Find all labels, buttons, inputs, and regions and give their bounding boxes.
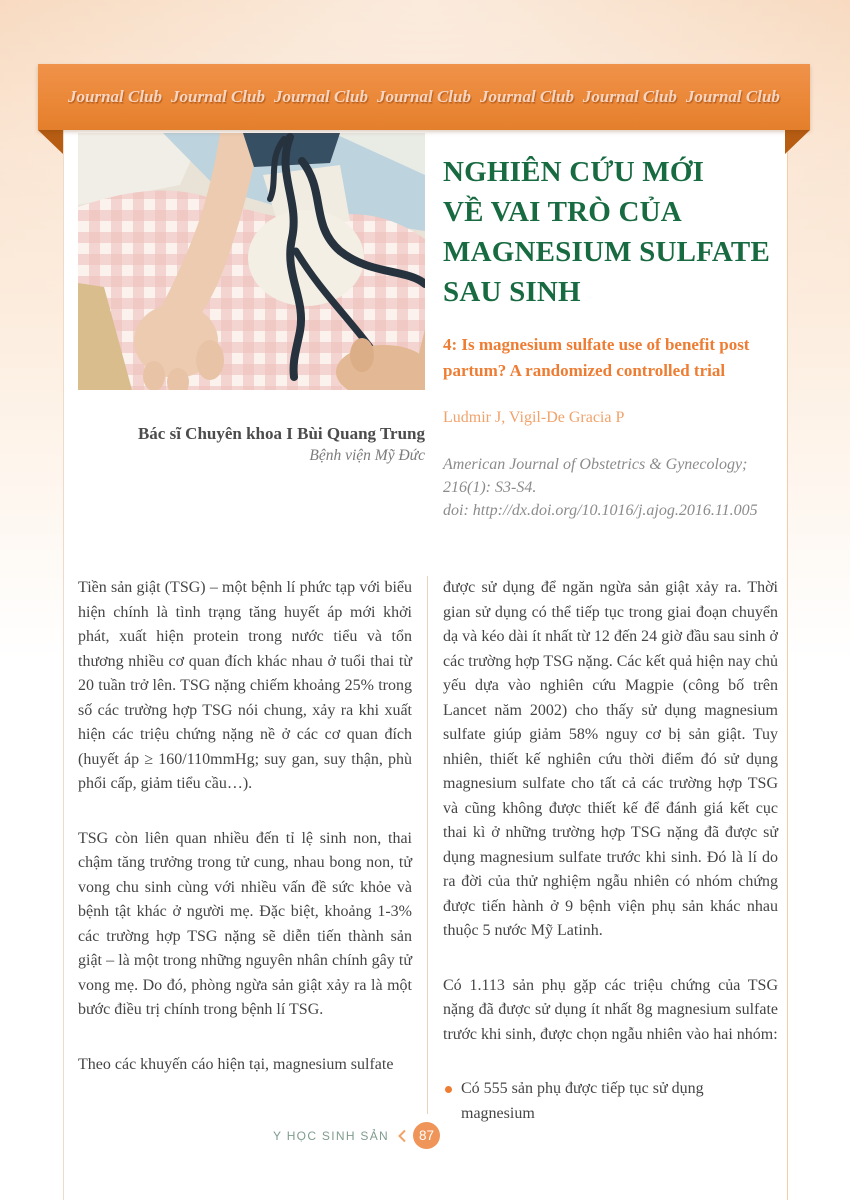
doi-reference: doi: http://dx.doi.org/10.1016/j.ajog.2016.11.005 (443, 502, 758, 520)
body-paragraph: TSG còn liên quan nhiều đến tỉ lệ sinh non, thai chậm tăng trưởng trong tử cung, nhau bong non, tử vong chu sinh cùng với nhiều vấn đề sức khỏe và bệnh tật khác ở người mẹ. Đặc biệt, khoảng 1-3% các trường hợp TSG nặng sẽ diễn tiến thành sản giật – là một trong những nguyên nhân chính gây tử vong mẹ. Do đó, phòng ngừa sản giật xảy ra là một bước điều trị chính trong bệnh lí TSG. (78, 829, 412, 1018)
ribbon-label: Journal Club (273, 87, 368, 106)
article-title-line: NGHIÊN CỨU MỚI (443, 156, 705, 188)
journal-reference: American Journal of Obstetrics & Gynecology; 216(1): S3-S4. (443, 455, 748, 496)
page-number-badge: 87 (413, 1122, 440, 1149)
ribbon-label: Journal Club (582, 87, 677, 106)
bullet-list-item (443, 1077, 778, 1126)
ribbon-label: Journal Club (170, 87, 265, 106)
article-title-line: MAGNESIUM SULFATE (443, 236, 770, 269)
body-paragraph: Theo các khuyến cáo hiện tại, magnesium sulfate (78, 1055, 394, 1073)
body-paragraph: Tiền sản giật (TSG) – một bệnh lí phức tạp với biểu hiện chính là tình trạng tăng huyết áp mới khởi phát, xuất hiện protein trong nước tiểu và tổn thương nhiều cơ quan đích khác nhau ở tuổi thai từ 20 tuần trở lên. TSG nặng chiếm khoảng 25% trong số các trường hợp TSG nói chung, xảy ra khi xuất hiện các triệu chứng nặng nề ở các cơ quan đích (huyết áp ≥ 160/110mmHg; suy gan, suy thận, phù phổi cấp, giảm tiểu cầu…). (78, 579, 412, 792)
article-reference (443, 453, 783, 523)
body-column-right (443, 576, 778, 1126)
article-subtitle: 4: Is magnesium sulfate use of benefit post partum? A randomized controlled trial (443, 335, 750, 381)
reviewer-name: Bác sĩ Chuyên khoa I Bùi Quang Trung (137, 424, 425, 443)
body-paragraph: được sử dụng để ngăn ngừa sản giật xảy ra. Thời gian sử dụng có thể tiếp tục trong giai đoạn chuyển dạ và kéo dài ít nhất từ 12 đến 24 giờ đầu sau sinh ở các trường hợp TSG nặng. Các kết quả hiện nay chủ yếu dựa vào nghiên cứu Magpie (công bố trên Lancet năm 2002) cho thấy sử dụng magnesium sulfate giúp giảm 58% nguy cơ bị sản giật. Tuy nhiên, thiết kế nghiên cứu thời điểm đó sử dụng magnesium sulfate cho tất cả các trường hợp TSG và cũng không được thiết kế để đánh giá kết cục thai kì ở những trường hợp TSG nặng đã được sử dụng magnesium sulfate trước khi sinh. Đó là lí do ra đời của thử nghiệm ngẫu nhiên có nhóm chứng được tiến hành ở 9 bệnh viện phụ sản khác nhau thuộc 5 nước Mỹ Latinh. (443, 579, 778, 939)
bullet-item-text: Có 555 sản phụ được tiếp tục sử dụng magnesium (461, 1080, 704, 1122)
journal-club-ribbon (38, 64, 810, 130)
article-title-line: SAU SINH (443, 276, 581, 309)
ribbon-fold-left (38, 130, 63, 154)
bullet-dot-icon (445, 1086, 452, 1093)
body-column-left (78, 576, 412, 1126)
page-footer (150, 1122, 440, 1149)
ribbon-label: Journal Club (685, 87, 780, 106)
article-body (78, 576, 778, 1126)
journal-name: Y HỌC SINH SẢN (273, 1128, 389, 1143)
reviewer-affiliation: Bệnh viện Mỹ Đức (309, 447, 425, 464)
reviewer-credit (78, 424, 425, 465)
article-title-line: VỀ VAI TRÒ CỦA (443, 196, 682, 229)
ribbon-label: Journal Club (479, 87, 574, 106)
article-header (443, 152, 783, 522)
article-title (443, 152, 783, 312)
article-authors: Ludmir J, Vigil-De Gracia P (443, 408, 625, 426)
chevron-left-icon (397, 1129, 407, 1143)
ribbon-label: Journal Club (68, 87, 163, 106)
body-paragraph: Có 1.113 sản phụ gặp các triệu chứng của TSG nặng đã được sử dụng ít nhất 8g magnesium sulfate trước khi sinh, được chọn ngẫu nhiên vào hai nhóm: (443, 976, 778, 1043)
ribbon-label: Journal Club (376, 87, 471, 106)
ribbon-fold-right (785, 130, 810, 154)
article-photo (78, 133, 425, 390)
